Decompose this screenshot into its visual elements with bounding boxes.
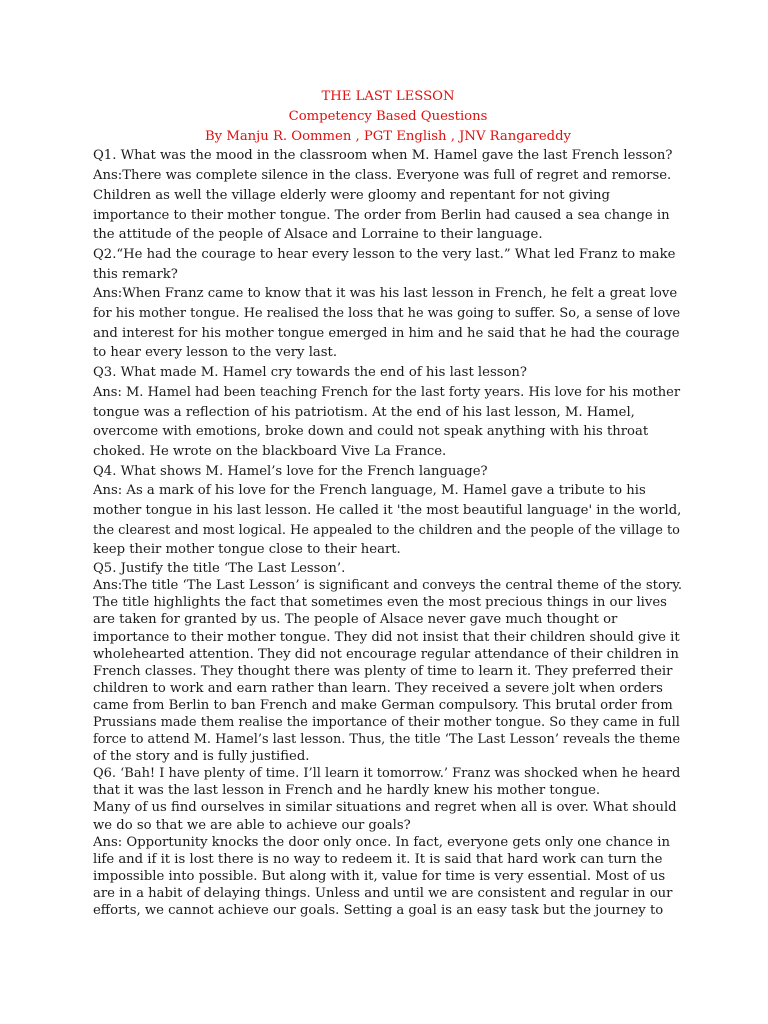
text-line: came from Berlin to ban French and make German compulsory. This brutal order from [93, 697, 673, 713]
text-line: Ans:The title ‘The Last Lesson’ is significant and conveys the central theme of the story. [93, 578, 683, 594]
text-line: mother tongue in his last lesson. He called it 'the most beautiful language' in the world, [93, 503, 682, 519]
text-line: are in a habit of delaying things. Unless and until we are consistent and regular in our [93, 885, 673, 901]
text-line: are taken for granted by us. The people of Alsace never gave much thought or [93, 612, 618, 628]
document-subtitle: Competency Based Questions [288, 108, 488, 124]
text-line: Ans:There was complete silence in the class. Everyone was full of regret and remorse. [93, 168, 672, 184]
text-line: Q5. Justify the title ‘The Last Lesson’. [93, 561, 346, 577]
text-line: Ans: Opportunity knocks the door only once. In fact, everyone gets only one chance in [93, 834, 670, 850]
text-line: Many of us find ourselves in similar situations and regret when all is over. What should [93, 800, 677, 816]
text-line: impossible into possible. But along with it, value for time is very essential. Most of us [93, 868, 666, 884]
text-line: Prussians made them realise the importance of their mother tongue. So they came in full [93, 715, 680, 730]
text-line: and interest for his mother tongue emerged in him and he said that he had the courage [93, 325, 680, 341]
text-line: overcome with emotions, broke down and could not speak anything with his throat [93, 424, 649, 440]
text-line: tongue was a reflection of his patriotism. At the end of his last lesson, M. Hamel, [93, 404, 635, 420]
text-line: the clearest and most logical. He appealed to the children and the people of the village to [93, 522, 680, 538]
document-page [93, 87, 683, 919]
text-line: Children as well the village elderly were gloomy and repentant for not giving [93, 187, 610, 203]
text-line: French classes. They thought there was plenty of time to learn it. They preferred their [93, 663, 673, 679]
text-line: we do so that we are able to achieve our goals? [93, 817, 411, 833]
text-line: Q1. What was the mood in the classroom when M. Hamel gave the last French lesson? [93, 148, 673, 164]
text-line: importance to their mother tongue. The order from Berlin had caused a sea change in [93, 207, 670, 223]
text-line: for his mother tongue. He realised the loss that he was going to suffer. So, a sense of love [93, 306, 681, 322]
text-line: force to attend M. Hamel’s last lesson. Thus, the title ‘The Last Lesson’ reveals the theme [93, 732, 681, 748]
text-line: to hear every lesson to the very last. [93, 345, 338, 361]
text-line: Ans: As a mark of his love for the French language, M. Hamel gave a tribute to his [93, 483, 646, 499]
text-line: Q4. What shows M. Hamel’s love for the French language? [93, 463, 488, 479]
text-line: The title highlights the fact that sometimes even the most precious things in our lives [93, 595, 667, 611]
document-header [93, 87, 683, 146]
text-line: Q6. ‘Bah! I have plenty of time. I’ll learn it tomorrow.’ Franz was shocked when he heard [93, 766, 681, 782]
text-line: Ans: M. Hamel had been teaching French for the last forty years. His love for his mother [93, 384, 681, 400]
body-text-section-2 [93, 560, 683, 919]
text-line: Ans:When Franz came to know that it was his last lesson in French, he felt a great love [93, 286, 678, 302]
text-line: Q2.“He had the courage to hear every lesson to the very last.” What led Franz to make [93, 246, 676, 262]
text-line: importance to their mother tongue. They did not insist that their children should give it [93, 629, 680, 645]
text-line: life and if it is lost there is no way to redeem it. It is said that hard work can turn the [93, 851, 663, 867]
document-author: By Manju R. Oommen , PGT English , JNV Rangareddy [204, 128, 572, 144]
text-line: children to work and earn rather than learn. They received a severe jolt when orders [93, 680, 663, 696]
text-line: Q3. What made M. Hamel cry towards the end of his last lesson? [93, 365, 527, 381]
text-line: that it was the last lesson in French and he hardly knew his mother tongue. [93, 783, 601, 799]
text-line: wholehearted attention. They did not encourage regular attendance of their children in [93, 646, 679, 662]
text-line: of the story and is fully justified. [93, 749, 310, 765]
text-line: the attitude of the people of Alsace and Lorraine to their language. [93, 227, 543, 243]
document-title: THE LAST LESSON [321, 89, 455, 104]
text-line: efforts, we cannot achieve our goals. Setting a goal is an easy task but the journey to [93, 903, 664, 919]
text-line: choked. He wrote on the blackboard Vive La France. [93, 443, 447, 459]
body-text-section-1 [93, 146, 683, 560]
text-line: this remark? [93, 266, 178, 282]
text-line: keep their mother tongue close to their heart. [93, 542, 401, 558]
